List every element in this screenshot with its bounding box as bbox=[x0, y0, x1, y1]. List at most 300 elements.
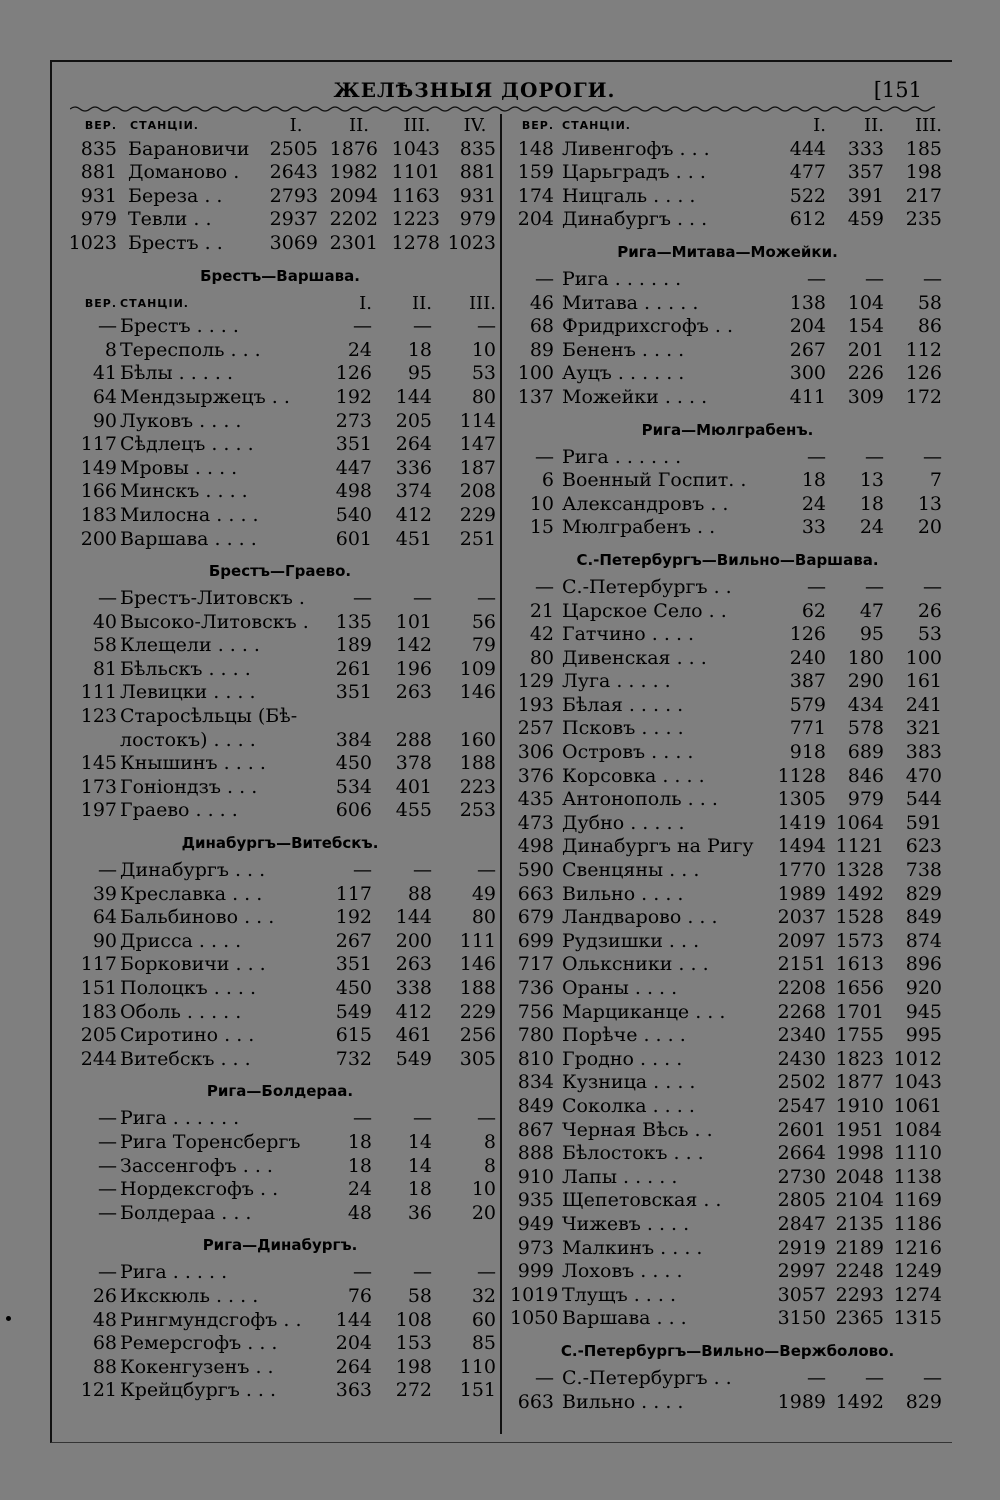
fare-class-1: 117 bbox=[335, 882, 372, 905]
fare-class-1: — bbox=[807, 1366, 826, 1389]
fare-class-2: 144 bbox=[395, 385, 432, 408]
table-row bbox=[62, 1261, 498, 1285]
verst-cell: 979 bbox=[80, 208, 117, 231]
header-class-2: II. bbox=[412, 292, 432, 314]
verst-cell: 90 bbox=[92, 929, 117, 952]
fare-class-2: 272 bbox=[395, 1379, 432, 1402]
fare-class-3: 1278 bbox=[391, 231, 440, 254]
verst-cell: 80 bbox=[529, 646, 554, 669]
table-row bbox=[62, 587, 498, 611]
table-row bbox=[510, 1142, 945, 1166]
fare-class-1: 18 bbox=[347, 1130, 372, 1153]
table-row bbox=[62, 362, 498, 386]
fare-class-1: — bbox=[353, 315, 372, 338]
fare-class-3: 470 bbox=[905, 764, 942, 787]
header-verst: ВЕР. bbox=[521, 119, 554, 132]
table-row bbox=[510, 446, 945, 470]
verst-cell: — bbox=[98, 315, 117, 338]
table-row bbox=[510, 1367, 945, 1391]
verst-cell: 699 bbox=[517, 929, 554, 952]
fare-class-1: 579 bbox=[789, 693, 826, 716]
table-row bbox=[62, 480, 498, 504]
table-row bbox=[510, 741, 945, 765]
verst-cell: 26 bbox=[92, 1284, 117, 1307]
fare-class-1: — bbox=[353, 859, 372, 882]
fare-class-1: 267 bbox=[335, 929, 372, 952]
station-cell: Граево . . . . bbox=[120, 799, 238, 822]
fare-class-3: 1084 bbox=[893, 1118, 942, 1141]
table-row bbox=[510, 1048, 945, 1072]
header-class-1: I. bbox=[289, 115, 303, 136]
fare-class-3: 1249 bbox=[893, 1260, 942, 1283]
table-row bbox=[62, 339, 498, 363]
table-row bbox=[510, 493, 945, 517]
verst-cell: 498 bbox=[517, 835, 554, 858]
station-cell: Рига . . . . . . bbox=[120, 1107, 240, 1130]
verst-cell: — bbox=[98, 1178, 117, 1201]
fare-class-2: 578 bbox=[847, 717, 884, 740]
verst-cell: 888 bbox=[517, 1142, 554, 1165]
station-cell: Луковъ . . . . bbox=[120, 409, 242, 432]
station-cell: Островъ . . . . bbox=[562, 741, 694, 764]
fare-class-1: — bbox=[353, 1107, 372, 1130]
fare-class-2: 1982 bbox=[329, 161, 378, 184]
margin-dot bbox=[6, 1316, 11, 1321]
verst-cell: 931 bbox=[80, 184, 117, 207]
table-row bbox=[62, 859, 498, 883]
fare-class-3: 114 bbox=[459, 409, 496, 432]
fare-class-3: 874 bbox=[905, 929, 942, 952]
table-row bbox=[62, 161, 498, 185]
table-row bbox=[62, 1107, 498, 1131]
header-stations: СТАНЦІИ. bbox=[120, 296, 189, 310]
fare-class-3: 60 bbox=[471, 1308, 496, 1331]
fare-class-1: 2643 bbox=[269, 161, 318, 184]
station-cell: Клещели . . . . bbox=[120, 634, 260, 657]
fare-class-3: 1186 bbox=[893, 1212, 942, 1235]
fare-class-2: 1613 bbox=[835, 953, 884, 976]
fare-class-3: — bbox=[477, 315, 496, 338]
fare-class-3: 151 bbox=[459, 1379, 496, 1402]
fare-class-1: 138 bbox=[789, 291, 826, 314]
verst-cell: 81 bbox=[92, 657, 117, 680]
station-cell: Фридрихсгофъ . . bbox=[562, 315, 733, 338]
verst-cell: 68 bbox=[529, 315, 554, 338]
fare-class-2: 288 bbox=[395, 728, 432, 751]
fare-class-3: 383 bbox=[905, 741, 942, 764]
fare-class-3: 1274 bbox=[893, 1283, 942, 1306]
fare-class-2: 374 bbox=[395, 480, 432, 503]
verst-cell: 39 bbox=[92, 882, 117, 905]
station-cell: Дивенская . . . bbox=[562, 646, 707, 669]
table-row bbox=[510, 1071, 945, 1095]
fare-class-2: 1328 bbox=[835, 859, 884, 882]
fare-class-4: 881 bbox=[459, 161, 496, 184]
station-cell: Лоховъ . . . . bbox=[562, 1260, 683, 1283]
fare-class-1: 2340 bbox=[777, 1024, 826, 1047]
fare-class-2: 391 bbox=[847, 184, 884, 207]
fare-class-2: 180 bbox=[847, 646, 884, 669]
fare-class-1: 363 bbox=[335, 1379, 372, 1402]
fare-class-2: 455 bbox=[395, 799, 432, 822]
section-title: С.-Петербургъ—Вильно—Варшава. bbox=[576, 550, 879, 569]
fare-class-1: 2505 bbox=[269, 137, 318, 160]
station-cell: Свенцяны . . . bbox=[562, 859, 700, 882]
fare-class-1: 189 bbox=[335, 634, 372, 657]
fare-class-2: 412 bbox=[395, 1000, 432, 1023]
station-cell: Тевли . . bbox=[128, 208, 212, 231]
fare-class-1: 732 bbox=[335, 1047, 372, 1070]
station-cell: Бѣльскъ . . . . bbox=[120, 657, 251, 680]
table-row bbox=[62, 729, 498, 753]
fare-class-1: 2805 bbox=[777, 1189, 826, 1212]
table-row bbox=[62, 386, 498, 410]
verst-cell: 244 bbox=[80, 1047, 117, 1070]
fare-class-3: 109 bbox=[459, 657, 496, 680]
station-cell: Икскюль . . . . bbox=[120, 1284, 259, 1307]
station-cell: Бѣлая . . . . . bbox=[562, 693, 684, 716]
station-cell: Щепетовская . . bbox=[562, 1189, 722, 1212]
fare-class-2: 451 bbox=[395, 527, 432, 550]
fare-class-2: 108 bbox=[395, 1308, 432, 1331]
section-title: Брестъ—Граево. bbox=[208, 562, 352, 581]
fare-class-2: — bbox=[413, 1107, 432, 1130]
fare-class-2: 290 bbox=[847, 670, 884, 693]
fare-class-3: 591 bbox=[905, 811, 942, 834]
fare-class-2: 2365 bbox=[835, 1307, 884, 1330]
fare-class-2: 1121 bbox=[835, 835, 884, 858]
station-cell: Александровъ . . bbox=[562, 492, 729, 515]
fare-class-1: 2037 bbox=[777, 906, 826, 929]
fare-class-1: 135 bbox=[335, 610, 372, 633]
section-title: Рига—Мюлграбенъ. bbox=[641, 420, 814, 439]
fare-class-1: 2430 bbox=[777, 1047, 826, 1070]
fare-class-2: 401 bbox=[395, 775, 432, 798]
table-row bbox=[510, 788, 945, 812]
station-cell: Военный Госпит. . bbox=[562, 469, 747, 492]
fare-class-3: 20 bbox=[471, 1201, 496, 1224]
fare-class-2: — bbox=[413, 587, 432, 610]
verst-cell: 205 bbox=[80, 1024, 117, 1047]
verst-cell: 149 bbox=[80, 456, 117, 479]
fare-class-2: 200 bbox=[395, 929, 432, 952]
table-row bbox=[510, 1189, 945, 1213]
table-row bbox=[510, 812, 945, 836]
fare-class-1: — bbox=[353, 587, 372, 610]
fare-class-2: 205 bbox=[395, 409, 432, 432]
fare-class-2: 979 bbox=[847, 788, 884, 811]
fare-class-2: 101 bbox=[395, 610, 432, 633]
table-row bbox=[62, 138, 498, 162]
fare-class-2: 18 bbox=[859, 492, 884, 515]
fare-class-1: 1989 bbox=[777, 1390, 826, 1413]
fare-class-3: 85 bbox=[471, 1332, 496, 1355]
station-cell: Ливенгофъ . . . bbox=[562, 137, 710, 160]
table-row bbox=[62, 433, 498, 457]
fare-class-2: 263 bbox=[395, 953, 432, 976]
fare-class-2: 1951 bbox=[835, 1118, 884, 1141]
table-row bbox=[510, 1095, 945, 1119]
station-cell: Оболь . . . . . bbox=[120, 1000, 242, 1023]
verst-cell: — bbox=[535, 575, 554, 598]
fare-class-1: 540 bbox=[335, 503, 372, 526]
table-row bbox=[510, 292, 945, 316]
fare-class-2: 1492 bbox=[835, 1390, 884, 1413]
verst-cell: 42 bbox=[529, 623, 554, 646]
verst-cell: 473 bbox=[517, 811, 554, 834]
station-cell: Милосна . . . . bbox=[120, 503, 259, 526]
table-row bbox=[510, 516, 945, 540]
header-class-2: II. bbox=[349, 115, 369, 136]
table-row bbox=[510, 469, 945, 493]
fare-class-3: 8 bbox=[483, 1130, 496, 1153]
station-cell: Лапы . . . . . bbox=[562, 1165, 678, 1188]
verst-cell: 999 bbox=[517, 1260, 554, 1283]
fare-class-3: 229 bbox=[459, 1000, 496, 1023]
fare-class-2: 18 bbox=[407, 1178, 432, 1201]
fare-class-2: 104 bbox=[847, 291, 884, 314]
table-row bbox=[510, 1119, 945, 1143]
fare-class-2: — bbox=[865, 1366, 884, 1389]
table-row bbox=[510, 953, 945, 977]
fare-class-1: 2919 bbox=[777, 1236, 826, 1259]
fare-class-1: — bbox=[807, 267, 826, 290]
table-header-row bbox=[510, 114, 945, 138]
verst-cell: 835 bbox=[80, 137, 117, 160]
fare-class-2: 2104 bbox=[835, 1189, 884, 1212]
station-cell: Кузница . . . . bbox=[562, 1071, 696, 1094]
station-cell: Марциканце . . . bbox=[562, 1000, 726, 1023]
station-cell: Береза . . bbox=[128, 184, 223, 207]
fare-class-3: 161 bbox=[905, 670, 942, 693]
station-cell: Брестъ-Литовскъ . bbox=[120, 587, 305, 610]
station-cell: Тересполь . . . bbox=[120, 338, 261, 361]
fare-class-3: — bbox=[477, 859, 496, 882]
fare-class-2: 2293 bbox=[835, 1283, 884, 1306]
verst-cell: 663 bbox=[517, 882, 554, 905]
verst-cell: 117 bbox=[80, 953, 117, 976]
fare-class-3: 112 bbox=[905, 338, 942, 361]
fare-class-1: 192 bbox=[335, 385, 372, 408]
fare-class-1: 24 bbox=[801, 492, 826, 515]
fare-class-3: 1110 bbox=[893, 1142, 942, 1165]
station-cell: Дубно . . . . . bbox=[562, 811, 685, 834]
fare-class-1: 3057 bbox=[777, 1283, 826, 1306]
station-cell: Минскъ . . . . bbox=[120, 480, 248, 503]
fare-class-3: 1012 bbox=[893, 1047, 942, 1070]
fare-class-2: 1755 bbox=[835, 1024, 884, 1047]
station-cell: Ницгаль . . . . bbox=[562, 184, 696, 207]
table-row bbox=[62, 1024, 498, 1048]
fare-class-2: 201 bbox=[847, 338, 884, 361]
verst-cell: 68 bbox=[92, 1332, 117, 1355]
table-row bbox=[62, 504, 498, 528]
fare-class-1: 24 bbox=[347, 1178, 372, 1201]
fare-class-1: 2997 bbox=[777, 1260, 826, 1283]
table-row bbox=[62, 1178, 498, 1202]
station-cell: Ольксники . . . bbox=[562, 953, 709, 976]
fare-class-2: 2135 bbox=[835, 1212, 884, 1235]
station-cell: Старосѣльцы (Бѣ- bbox=[120, 705, 298, 728]
verst-cell: 151 bbox=[80, 977, 117, 999]
fare-class-1: 261 bbox=[335, 657, 372, 680]
fare-class-4: 979 bbox=[459, 208, 496, 231]
station-cell: Луга . . . . . bbox=[562, 670, 671, 693]
station-cell: Нордексгофъ . . bbox=[120, 1178, 279, 1201]
verst-cell: — bbox=[98, 587, 117, 610]
verst-cell: — bbox=[98, 1130, 117, 1153]
fare-class-3: 305 bbox=[459, 1047, 496, 1070]
fare-class-2: 461 bbox=[395, 1024, 432, 1047]
verst-cell: 8 bbox=[104, 338, 117, 361]
table-header-row bbox=[62, 292, 498, 316]
verst-cell: 64 bbox=[92, 906, 117, 929]
fare-class-3: 126 bbox=[905, 362, 942, 385]
fare-class-1: 447 bbox=[335, 456, 372, 479]
fare-class-2: 95 bbox=[407, 362, 432, 385]
fare-class-2: 1877 bbox=[835, 1071, 884, 1094]
station-cell: Мюлграбенъ . . bbox=[562, 516, 716, 539]
verst-cell: 46 bbox=[529, 291, 554, 314]
fare-class-2: 338 bbox=[395, 977, 432, 999]
fare-class-2: 2189 bbox=[835, 1236, 884, 1259]
fare-class-3: 53 bbox=[917, 623, 942, 646]
station-cell: Высоко-Литовскъ . bbox=[120, 610, 309, 633]
header-class-1: I. bbox=[813, 115, 826, 136]
section-title: С.-Петербургъ—Вильно—Вержболово. bbox=[560, 1341, 895, 1360]
fare-class-1: 264 bbox=[335, 1355, 372, 1378]
fare-class-3: 738 bbox=[905, 859, 942, 882]
station-cell: Антонополь . . . bbox=[562, 788, 718, 811]
fare-class-3: — bbox=[477, 587, 496, 610]
verst-cell: 173 bbox=[80, 775, 117, 798]
header-verst: ВЕР. bbox=[84, 119, 117, 132]
verst-cell: 174 bbox=[517, 184, 554, 207]
fare-class-1: 273 bbox=[335, 409, 372, 432]
station-cell: Гатчино . . . . bbox=[562, 623, 695, 646]
book-page bbox=[50, 60, 952, 1443]
table-row bbox=[510, 268, 945, 292]
verst-cell: 306 bbox=[517, 741, 554, 764]
fare-class-2: 14 bbox=[407, 1130, 432, 1153]
verst-cell: — bbox=[535, 445, 554, 468]
table-row bbox=[510, 765, 945, 789]
table-row bbox=[510, 1307, 945, 1331]
station-cell: С.-Петербургъ . . bbox=[562, 575, 732, 598]
fare-class-2: 18 bbox=[407, 338, 432, 361]
verst-cell: 41 bbox=[92, 362, 117, 385]
fare-class-3: 110 bbox=[459, 1355, 496, 1378]
fare-class-3: 79 bbox=[471, 634, 496, 657]
verst-cell: 88 bbox=[92, 1355, 117, 1378]
table-row bbox=[62, 752, 498, 776]
station-cell: Полоцкъ . . . . bbox=[120, 977, 257, 999]
verst-cell: 834 bbox=[517, 1071, 554, 1094]
fare-class-3: 188 bbox=[459, 752, 496, 775]
table-row bbox=[510, 1260, 945, 1284]
fare-class-3: 187 bbox=[459, 456, 496, 479]
fare-class-3: 80 bbox=[471, 906, 496, 929]
table-row bbox=[62, 1155, 498, 1179]
fare-class-2: 357 bbox=[847, 161, 884, 184]
table-row bbox=[62, 1048, 498, 1072]
table-row bbox=[510, 1391, 945, 1415]
station-cell: Крейцбургъ . . . bbox=[120, 1379, 277, 1402]
fare-class-1: 534 bbox=[335, 775, 372, 798]
table-row bbox=[62, 1202, 498, 1226]
table-row bbox=[510, 1213, 945, 1237]
fare-class-3: 146 bbox=[459, 681, 496, 704]
fare-class-2: 88 bbox=[407, 882, 432, 905]
fare-class-3: 945 bbox=[905, 1000, 942, 1023]
verst-cell: — bbox=[98, 1261, 117, 1284]
fare-class-3: 256 bbox=[459, 1024, 496, 1047]
station-cell: Можейки . . . . bbox=[562, 385, 708, 408]
table-row bbox=[62, 1356, 498, 1380]
station-cell: Ремерсгофъ . . . bbox=[120, 1332, 278, 1355]
fare-class-1: 33 bbox=[801, 516, 826, 539]
fare-class-2: — bbox=[865, 445, 884, 468]
station-cell: Рудзишки . . . bbox=[562, 929, 700, 952]
station-cell: Брестъ . . bbox=[128, 231, 223, 254]
fare-class-2: 153 bbox=[395, 1332, 432, 1355]
fare-class-2: 1573 bbox=[835, 929, 884, 952]
station-cell: Рига . . . . . . bbox=[562, 267, 682, 290]
station-cell: Динабургъ . . . bbox=[562, 208, 708, 231]
fare-class-3: 100 bbox=[905, 646, 942, 669]
verst-cell: 64 bbox=[92, 385, 117, 408]
left-column bbox=[62, 114, 498, 1403]
fare-class-1: 477 bbox=[789, 161, 826, 184]
fare-class-2: 378 bbox=[395, 752, 432, 775]
fare-class-2: 434 bbox=[847, 693, 884, 716]
station-cell: Ауцъ . . . . . . bbox=[562, 362, 685, 385]
fare-class-4: 1023 bbox=[447, 231, 496, 254]
verst-cell: 21 bbox=[529, 599, 554, 622]
fare-class-1: 450 bbox=[335, 752, 372, 775]
fare-class-2: 336 bbox=[395, 456, 432, 479]
fare-class-1: 1419 bbox=[777, 811, 826, 834]
table-row bbox=[510, 670, 945, 694]
fare-class-1: 144 bbox=[335, 1308, 372, 1331]
fare-class-3: 10 bbox=[471, 338, 496, 361]
header-class-3: III. bbox=[914, 115, 942, 136]
fare-class-3: — bbox=[477, 1261, 496, 1284]
fare-class-3: 146 bbox=[459, 953, 496, 976]
table-row bbox=[510, 185, 945, 209]
fare-class-1: 444 bbox=[789, 137, 826, 160]
fare-class-3: 217 bbox=[905, 184, 942, 207]
fare-class-1: 3069 bbox=[269, 231, 318, 254]
fare-class-3: 111 bbox=[459, 929, 496, 952]
verst-cell: 129 bbox=[517, 670, 554, 693]
fare-class-1: 300 bbox=[789, 362, 826, 385]
fare-class-1: 351 bbox=[335, 681, 372, 704]
station-cell: Кнышинъ . . . . bbox=[120, 752, 266, 775]
station-cell: Зассенгофъ . . . bbox=[120, 1154, 273, 1177]
fare-class-3: 1223 bbox=[391, 208, 440, 231]
fare-class-1: — bbox=[353, 1261, 372, 1284]
verst-cell: 123 bbox=[80, 705, 117, 728]
station-cell: Бѣлы . . . . . bbox=[120, 362, 234, 385]
fare-class-2: 459 bbox=[847, 208, 884, 231]
fare-class-2: — bbox=[865, 575, 884, 598]
station-cell: Витебскъ . . . bbox=[120, 1047, 251, 1070]
table-row bbox=[510, 1284, 945, 1308]
table-row bbox=[62, 208, 498, 232]
fare-class-3: — bbox=[923, 1366, 942, 1389]
verst-cell: 40 bbox=[92, 610, 117, 633]
